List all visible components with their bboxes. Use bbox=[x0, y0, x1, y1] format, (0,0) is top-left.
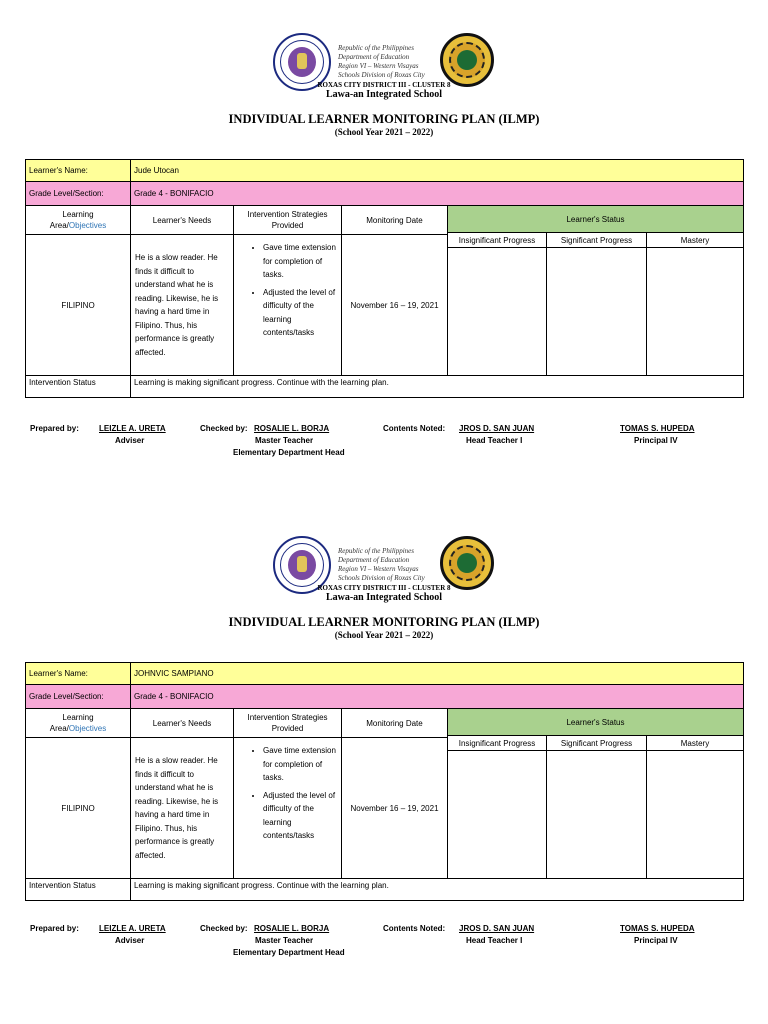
plan-title: INDIVIDUAL LEARNER MONITORING PLAN (ILMP) bbox=[228, 112, 540, 126]
checked-by-name: ROSALIE L. BORJA bbox=[254, 424, 330, 433]
prepared-by-label: Prepared by: bbox=[30, 424, 79, 433]
agency-line: Department of Education bbox=[338, 53, 410, 61]
agency-line: Region VI – Western Visayas bbox=[338, 565, 419, 573]
intervention-strategies-header: Intervention Strategies Provided bbox=[233, 205, 342, 235]
agency-line: Republic of the Philippines bbox=[338, 44, 415, 52]
agency-line: Republic of the Philippines bbox=[338, 547, 415, 555]
intervention-status-label: Intervention Status bbox=[25, 878, 131, 901]
prepared-by-name: LEIZLE A. URETA bbox=[99, 924, 166, 933]
intervention-strategies-header: Intervention Strategies Provided bbox=[233, 708, 342, 738]
learning-area-header-text: Area/ bbox=[49, 221, 69, 230]
checked-by-role: Master Teacher bbox=[255, 936, 314, 945]
monitoring-date-header: Monitoring Date bbox=[341, 708, 448, 738]
contents-noted-label: Contents Noted: bbox=[383, 424, 446, 433]
intervention-status-label: Intervention Status bbox=[25, 375, 131, 398]
insignificant-progress-header: Insignificant Progress bbox=[447, 232, 547, 248]
school-year: (School Year 2021 – 2022) bbox=[334, 630, 434, 640]
school-name: Lawa-an Integrated School bbox=[325, 89, 443, 100]
learners-needs-value: He is a slow reader. He finds it difficult to understand what he is reading. Likewise, he is having a hard time in Filipino. Thus, his performance is greatly affected. bbox=[130, 234, 234, 376]
contents-noted-name: JROS D. SAN JUAN bbox=[459, 924, 535, 933]
checked-by-label: Checked by: bbox=[200, 424, 248, 433]
learner-name-value: JOHNVIC SAMPIANO bbox=[130, 662, 744, 685]
learning-area-header-text: Learning bbox=[62, 713, 94, 722]
ilmp-plan-1 bbox=[0, 0, 768, 503]
learners-needs-value: He is a slow reader. He finds it difficult to understand what he is reading. Likewise, he is having a hard time in Filipino. Thus, his performance is greatly affected. bbox=[130, 737, 234, 879]
contents-noted-name: JROS D. SAN JUAN bbox=[459, 424, 535, 433]
prepared-by-name: LEIZLE A. URETA bbox=[99, 424, 166, 433]
learning-area-value: FILIPINO bbox=[25, 737, 131, 879]
learners-status-header: Learner's Status bbox=[447, 708, 744, 736]
checked-by-role: Elementary Department Head bbox=[233, 948, 345, 957]
contents-noted-role: Head Teacher I bbox=[466, 436, 523, 445]
mastery-header: Mastery bbox=[646, 232, 744, 248]
agency-line: Schools Division of Roxas City bbox=[338, 574, 425, 582]
principal-role: Principal IV bbox=[634, 936, 678, 945]
learning-area-header bbox=[25, 205, 131, 235]
checked-by-label: Checked by: bbox=[200, 924, 248, 933]
mastery-cell bbox=[646, 750, 744, 879]
principal-name: TOMAS S. HUPEDA bbox=[620, 924, 695, 933]
learners-needs-header: Learner's Needs bbox=[130, 708, 234, 738]
insignificant-progress-header: Insignificant Progress bbox=[447, 735, 547, 751]
prepared-by-role: Adviser bbox=[115, 936, 145, 945]
intervention-status-value: Learning is making significant progress. Continue with the learning plan. bbox=[130, 878, 744, 901]
strategy-item: • Adjusted the level of difficulty of the learning contents/tasks bbox=[263, 789, 338, 843]
learner-name-value: Jude Utocan bbox=[130, 159, 744, 182]
school-name: Lawa-an Integrated School bbox=[325, 592, 443, 603]
checked-by-role: Master Teacher bbox=[255, 436, 314, 445]
intervention-status-value: Learning is making significant progress. Continue with the learning plan. bbox=[130, 375, 744, 398]
learner-name-label: Learner's Name: bbox=[25, 662, 131, 685]
grade-section-label: Grade Level/Section: bbox=[25, 181, 131, 206]
learners-needs-header: Learner's Needs bbox=[130, 205, 234, 235]
learning-area-header-text: Area/ bbox=[49, 724, 69, 733]
learning-area-value: FILIPINO bbox=[25, 234, 131, 376]
monitoring-date-value: November 16 – 19, 2021 bbox=[341, 234, 448, 376]
district-name: ROXAS CITY DISTRICT III - CLUSTER 8 bbox=[317, 81, 451, 89]
learner-name-label: Learner's Name: bbox=[25, 159, 131, 182]
ilmp-plan-2 bbox=[0, 503, 768, 1006]
learning-area-header-text: Learning bbox=[62, 210, 94, 219]
mastery-header: Mastery bbox=[646, 735, 744, 751]
prepared-by-role: Adviser bbox=[115, 436, 145, 445]
checked-by-role: Elementary Department Head bbox=[233, 448, 345, 457]
roxas-city-seal-icon bbox=[440, 536, 494, 590]
agency-line: Region VI – Western Visayas bbox=[338, 62, 419, 70]
grade-section-label: Grade Level/Section: bbox=[25, 684, 131, 709]
grade-section-value: Grade 4 - BONIFACIO bbox=[130, 684, 744, 709]
roxas-city-seal-icon bbox=[440, 33, 494, 87]
strategy-item: • Gave time extension for completion of tasks. bbox=[263, 744, 338, 785]
district-name: ROXAS CITY DISTRICT III - CLUSTER 8 bbox=[317, 584, 451, 592]
principal-role: Principal IV bbox=[634, 436, 678, 445]
significant-progress-header: Significant Progress bbox=[546, 232, 647, 248]
mastery-cell bbox=[646, 247, 744, 376]
grade-section-value: Grade 4 - BONIFACIO bbox=[130, 181, 744, 206]
strategy-item: • Gave time extension for completion of tasks. bbox=[263, 241, 338, 282]
principal-name: TOMAS S. HUPEDA bbox=[620, 424, 695, 433]
monitoring-date-value: November 16 – 19, 2021 bbox=[341, 737, 448, 879]
strategy-item: • Adjusted the level of difficulty of the learning contents/tasks bbox=[263, 286, 338, 340]
significant-progress-cell bbox=[546, 750, 647, 879]
checked-by-name: ROSALIE L. BORJA bbox=[254, 924, 330, 933]
learning-area-header bbox=[25, 708, 131, 738]
insignificant-progress-cell bbox=[447, 750, 547, 879]
significant-progress-header: Significant Progress bbox=[546, 735, 647, 751]
contents-noted-label: Contents Noted: bbox=[383, 924, 446, 933]
plan-title: INDIVIDUAL LEARNER MONITORING PLAN (ILMP) bbox=[228, 615, 540, 629]
insignificant-progress-cell bbox=[447, 247, 547, 376]
school-year: (School Year 2021 – 2022) bbox=[334, 127, 434, 137]
prepared-by-label: Prepared by: bbox=[30, 924, 79, 933]
contents-noted-role: Head Teacher I bbox=[466, 936, 523, 945]
agency-line: Schools Division of Roxas City bbox=[338, 71, 425, 79]
monitoring-date-header: Monitoring Date bbox=[341, 205, 448, 235]
learners-status-header: Learner's Status bbox=[447, 205, 744, 233]
significant-progress-cell bbox=[546, 247, 647, 376]
objectives-text: Objectives bbox=[68, 221, 107, 230]
objectives-text: Objectives bbox=[68, 724, 107, 733]
agency-line: Department of Education bbox=[338, 556, 410, 564]
intervention-strategies-value bbox=[233, 737, 342, 879]
intervention-strategies-value bbox=[233, 234, 342, 376]
